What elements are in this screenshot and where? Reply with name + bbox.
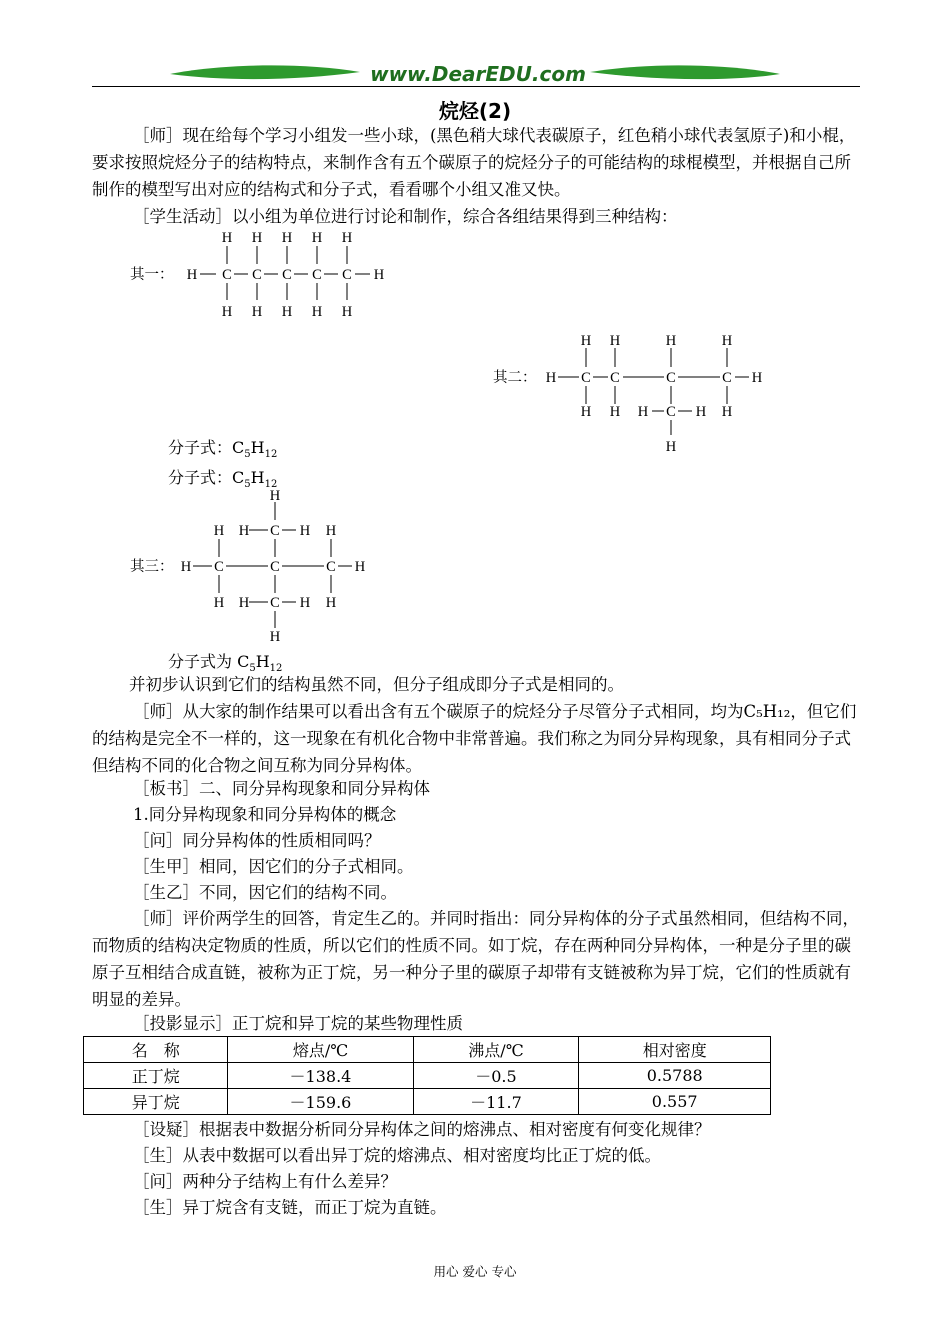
table-header-cell: 沸点/℃ <box>413 1037 579 1063</box>
left-swoosh-icon <box>170 65 360 79</box>
carbon-atom: C <box>581 370 591 386</box>
table-cell: －138.4 <box>228 1063 413 1089</box>
paragraph-9: ［生乙］不同，因它们的结构不同。 <box>133 883 397 902</box>
paragraph-1: ［师］现在给每个学习小组发一些小球，(黑色稍大球代表碳原子，红色稍小球代表氢原子)和小棍，要求按照烷烃分子的结构特点，来制作含有五个碳原子的烷烃分子的可能结构的球棍模型，并根据自己所制作的模型写出对应的结构式和分子式，看看哪个小组又准又快。 <box>92 126 856 199</box>
table-header-cell: 相对密度 <box>579 1037 771 1063</box>
hydrogen-atom: H <box>695 404 707 420</box>
table-header-cell: 名 称 <box>84 1037 228 1063</box>
paragraph-2: ［学生活动］以小组为单位进行讨论和制作，综合各组结果得到三种结构： <box>133 207 678 226</box>
table-cell: －11.7 <box>413 1089 579 1115</box>
page-title: 烷烃(2) <box>438 99 512 123</box>
hydrogen-atom: H <box>354 559 366 575</box>
table-cell: 0.557 <box>579 1089 771 1115</box>
paragraph-5: ［板书］二、同分异构现象和同分异构体 <box>133 779 430 798</box>
table-header-cell: 熔点/℃ <box>228 1037 413 1063</box>
hydrogen-atom: H <box>299 595 311 611</box>
structure-1 <box>130 228 400 328</box>
hydrogen-atom: H <box>721 404 733 420</box>
hydrogen-atom: H <box>251 230 263 246</box>
hydrogen-atom: H <box>311 230 323 246</box>
table-header-row <box>84 1037 771 1063</box>
hydrogen-atom: H <box>580 404 592 420</box>
hydrogen-atom: H <box>545 370 557 386</box>
structure-3 <box>130 487 380 652</box>
table-cell: 0.5788 <box>579 1063 771 1089</box>
hydrogen-atom: H <box>213 523 225 539</box>
paragraph-11: ［投影显示］正丁烷和异丁烷的某些物理性质 <box>133 1014 463 1033</box>
carbon-atom: C <box>270 559 280 575</box>
table-cell: 正丁烷 <box>84 1063 228 1089</box>
hydrogen-atom: H <box>665 439 677 455</box>
paragraph-8: ［生甲］相同，因它们的分子式相同。 <box>133 857 414 876</box>
hydrogen-atom: H <box>281 230 293 246</box>
hydrogen-atom: H <box>213 595 225 611</box>
table-cell: －0.5 <box>413 1063 579 1089</box>
paragraph-13: ［生］从表中数据可以看出异丁烷的熔沸点、相对密度均比正丁烷的低。 <box>133 1146 661 1165</box>
paragraph-7: ［问］同分异构体的性质相同吗？ <box>133 831 381 850</box>
carbon-atom: C <box>666 370 676 386</box>
paragraph-12: ［设疑］根据表中数据分析同分异构体之间的熔沸点、相对密度有何变化规律？ <box>133 1120 711 1139</box>
carbon-atom: C <box>342 267 352 283</box>
structure-2 <box>493 333 773 463</box>
site-name: www.DearEDU.com <box>370 62 586 86</box>
carbon-atom: C <box>666 404 676 420</box>
hydrogen-atom: H <box>180 559 192 575</box>
carbon-atom: C <box>326 559 336 575</box>
hydrogen-atom: H <box>269 629 281 645</box>
hydrogen-atom: H <box>238 595 250 611</box>
hydrogen-atom: H <box>721 333 733 349</box>
carbon-atom: C <box>252 267 262 283</box>
hydrogen-atom: H <box>251 304 263 320</box>
right-swoosh-icon <box>590 65 780 79</box>
hydrogen-atom: H <box>221 230 233 246</box>
carbon-atom: C <box>222 267 232 283</box>
table-row <box>84 1063 771 1089</box>
hydrogen-atom: H <box>665 333 677 349</box>
structure-1-label: 其一： <box>130 267 174 283</box>
hydrogen-atom: H <box>269 488 281 504</box>
hydrogen-atom: H <box>221 304 233 320</box>
paragraph-15: ［生］异丁烷含有支链，而正丁烷为直链。 <box>133 1198 447 1217</box>
hydrogen-atom: H <box>609 333 621 349</box>
hydrogen-atom: H <box>238 523 250 539</box>
hydrogen-atom: H <box>341 304 353 320</box>
hydrogen-atom: H <box>751 370 763 386</box>
paragraph-4: ［师］从大家的制作结果可以看出含有五个碳原子的烷烃分子尽管分子式相同，均为C₅H₁₂，但它们的结构是完全不一样的，这一现象在有机化合物中非常普遍。我们称之为同分异构现象，具有相同分子式但结构不同的化合物之间互称为同分异构体。 <box>92 702 857 775</box>
structure-2-label: 其二： <box>493 370 537 386</box>
hydrogen-atom: H <box>341 230 353 246</box>
hydrogen-atom: H <box>311 304 323 320</box>
carbon-atom: C <box>270 595 280 611</box>
page-footer: 用心 爱心 专心 <box>433 1264 517 1279</box>
hydrogen-atom: H <box>609 404 621 420</box>
table-cell: －159.6 <box>228 1089 413 1115</box>
hydrogen-atom: H <box>325 523 337 539</box>
paragraph-10: ［师］评价两学生的回答，肯定生乙的。并同时指出：同分异构体的分子式虽然相同，但结构不同，而物质的结构决定物质的性质，所以它们的性质不同。如丁烷，存在两种同分异构体，一种是分子里的碳原子互相结合成直链，被称为正丁烷，另一种分子里的碳原子却带有支链被称为异丁烷，它们的性质就有明显的差异。 <box>92 909 859 1009</box>
carbon-atom: C <box>610 370 620 386</box>
formula-2: 分子式：$C_5H_{12}$ <box>168 468 278 491</box>
header-rule <box>92 86 860 87</box>
hydrogen-atom: H <box>186 267 198 283</box>
paragraph-6: 1.同分异构现象和同分异构体的概念 <box>133 805 397 824</box>
formula-1: 分子式：$C_5H_{12}$ <box>168 438 278 461</box>
table-cell: 异丁烷 <box>84 1089 228 1115</box>
hydrogen-atom: H <box>373 267 385 283</box>
carbon-atom: C <box>282 267 292 283</box>
hydrogen-atom: H <box>580 333 592 349</box>
carbon-atom: C <box>270 523 280 539</box>
carbon-atom: C <box>312 267 322 283</box>
carbon-atom: C <box>214 559 224 575</box>
table-row <box>84 1089 771 1115</box>
formula-3: 分子式为 $C_5H_{12}$ <box>168 652 283 675</box>
paragraph-14: ［问］两种分子结构上有什么差异？ <box>133 1172 397 1191</box>
paragraph-3: 并初步认识到它们的结构虽然不同，但分子组成即分子式是相同的。 <box>129 675 624 694</box>
structure-3-label: 其三： <box>130 559 174 575</box>
hydrogen-atom: H <box>637 404 649 420</box>
hydrogen-atom: H <box>299 523 311 539</box>
hydrogen-atom: H <box>325 595 337 611</box>
properties-table <box>83 1036 771 1115</box>
hydrogen-atom: H <box>281 304 293 320</box>
carbon-atom: C <box>722 370 732 386</box>
